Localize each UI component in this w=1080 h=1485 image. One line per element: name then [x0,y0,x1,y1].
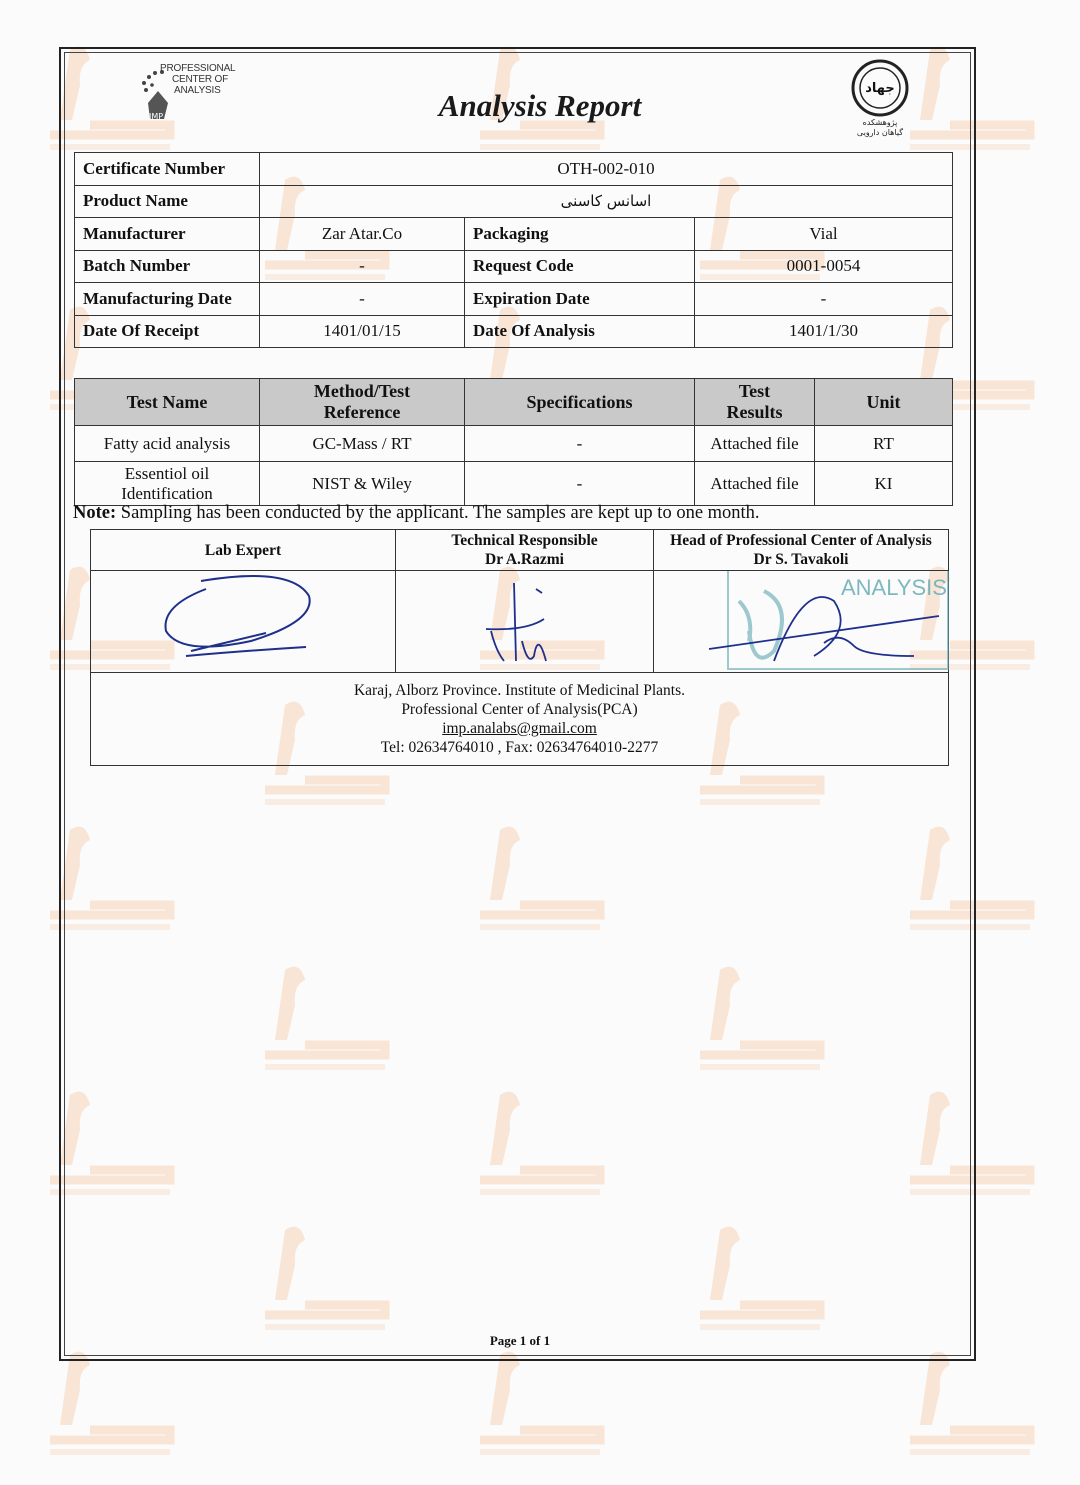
header-test-name: Test Name [75,379,260,426]
lab-expert-label: Lab Expert [91,530,396,571]
table-row [75,218,953,251]
packaging-label: Packaging [465,218,695,251]
technical-title: Technical Responsible [451,532,598,549]
phone-fax: Tel: 02634764010 , Fax: 02634764010-2277 [380,739,659,756]
date-of-receipt-value: 1401/01/15 [260,315,465,348]
logo-line: ANALYSIS [174,85,221,96]
expiration-date-value: - [695,283,953,316]
lab-expert-signature-cell [91,571,396,673]
header-method-line: Reference [323,402,401,422]
manufacturing-date-value: - [260,283,465,316]
test-name-line: Identification [121,483,213,503]
head-title: Head of Professional Center of Analysis [670,532,932,549]
request-code-label: Request Code [465,250,695,283]
test-name-line: Essentiol oil [124,463,210,483]
unit-cell: RT [815,426,953,462]
manufacturer-label: Manufacturer [75,218,260,251]
watermark-logo-icon [890,1345,1050,1465]
seal-caption: پژوهشکده [862,118,898,127]
stamp-text: ANALYSIS [841,575,947,600]
technical-signature [396,571,654,672]
expiration-date-label: Expiration Date [465,283,695,316]
technical-signature-cell [396,571,654,673]
address-cell [91,673,949,766]
pca-logo-text [160,63,235,96]
certificate-number-value: OTH-002-010 [260,153,953,186]
seal-caption: گیاهان دارویی [856,128,904,137]
logo-line: PROFESSIONAL [160,63,236,74]
result-cell: Attached file [695,462,815,506]
header-method-line: Method/Test [313,381,411,401]
signatures-table [90,529,949,766]
header-specifications: Specifications [465,379,695,426]
lab-expert-signature [91,571,396,672]
jihad-logo [845,58,915,148]
table-row [75,315,953,348]
table-row [75,426,953,462]
seal-text: جهاد [865,81,895,96]
signature-row [91,571,949,673]
page-number: Page 1 of 1 [489,1333,551,1348]
watermark-logo-icon [460,1345,620,1465]
product-name-value: اسانس کاسنی [260,185,953,218]
address-line: Karaj, Alborz Province. Institute of Medicinal Plants. [353,682,686,699]
seal-logo-icon [850,58,910,118]
method-cell: GC-Mass / RT [260,426,465,462]
header-results-line: Results [726,402,783,422]
certificate-number-label: Certificate Number [75,153,260,186]
stamp-and-signature [654,571,949,672]
packaging-value: Vial [695,218,953,251]
technical-responsible-header [396,530,654,571]
table-row [75,153,953,186]
table-header-row [75,379,953,426]
header-unit: Unit [815,379,953,426]
table-row [75,283,953,316]
header-results [695,379,815,426]
email-link[interactable]: imp.analabs@gmail.com [442,720,597,737]
header-method [260,379,465,426]
technical-name: Dr A.Razmi [485,551,564,568]
manufacturer-value: Zar Atar.Co [260,218,465,251]
pca-logo [138,63,238,125]
test-results-table [74,378,953,506]
date-of-receipt-label: Date Of Receipt [75,315,260,348]
logo-line: CENTER OF [172,74,228,85]
note-body: Sampling has been conducted by the applicant. The samples are kept up to one month. [116,503,760,523]
certificate-info-table [74,152,953,348]
method-cell: NIST & Wiley [260,462,465,506]
note-text [73,503,953,524]
date-of-analysis-label: Date Of Analysis [465,315,695,348]
date-of-analysis-value: 1401/1/30 [695,315,953,348]
test-name-cell: Fatty acid analysis [75,426,260,462]
test-name-cell [75,462,260,506]
manufacturing-date-label: Manufacturing Date [75,283,260,316]
product-name-label: Product Name [75,185,260,218]
request-code-value: 0001-0054 [695,250,953,283]
head-of-center-header [654,530,949,571]
table-row [75,250,953,283]
watermark-logo-icon [30,1345,190,1465]
header-results-line: Test [738,381,771,401]
result-cell: Attached file [695,426,815,462]
address-row [91,673,949,766]
unit-cell: KI [815,462,953,506]
batch-number-value: - [260,250,465,283]
note-label: Note: [73,503,117,523]
table-row [75,185,953,218]
page-title: Analysis Report [438,88,642,123]
signature-header-row [91,530,949,571]
specifications-cell: - [465,462,695,506]
address-line: Professional Center of Analysis(PCA) [401,701,638,718]
specifications-cell: - [465,426,695,462]
head-name: Dr S. Tavakoli [753,551,849,568]
logo-badge: IMP [149,112,164,121]
head-signature-cell [654,571,949,673]
table-row [75,462,953,506]
batch-number-label: Batch Number [75,250,260,283]
